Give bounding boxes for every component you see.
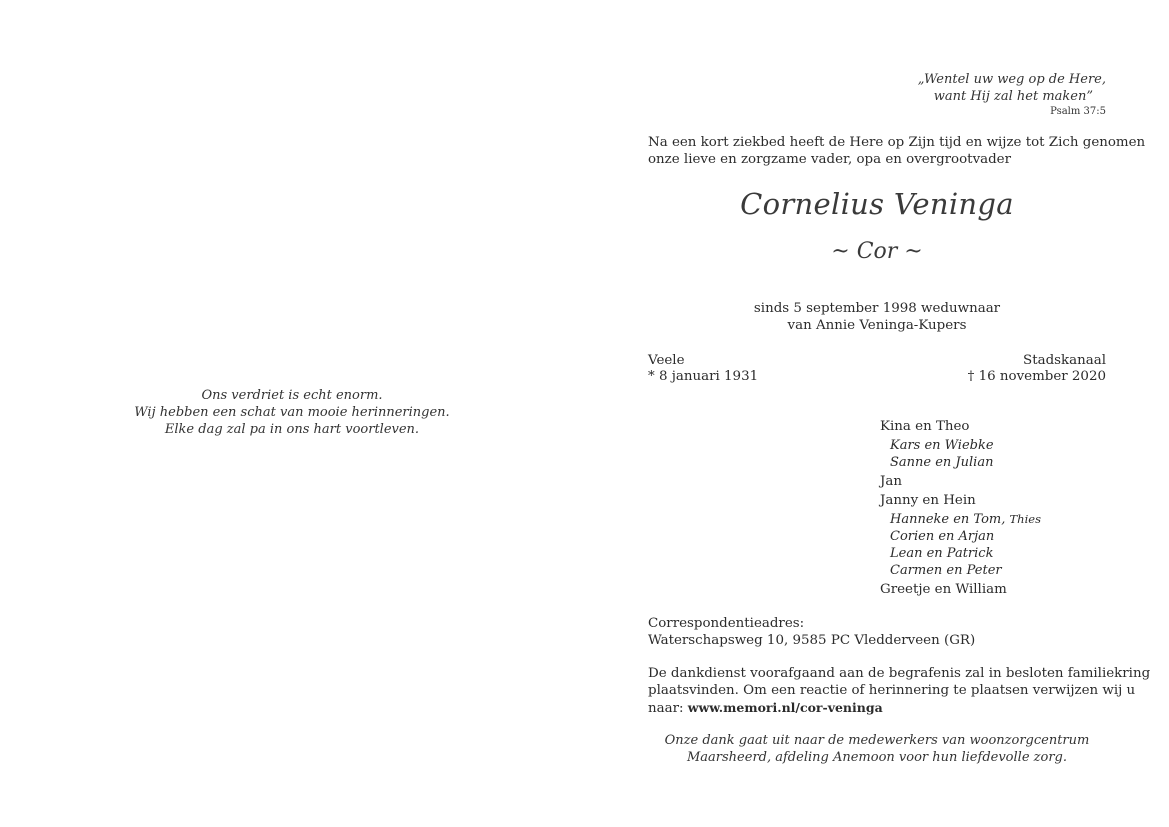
- grandchild: Corien en Arjan: [890, 529, 995, 544]
- grandchild-couple: Hanneke en Tom,: [890, 512, 1006, 527]
- service-line-3: [648, 699, 1106, 717]
- birth-info: [648, 353, 758, 385]
- service-notice: [648, 665, 1151, 717]
- announcement-intro: [648, 134, 1146, 168]
- consolation-verse: [0, 387, 584, 438]
- left-page: [0, 0, 584, 827]
- service-link-prefix: naar:: [648, 701, 684, 716]
- scripture-line-2: want Hij zal het maken”: [933, 89, 1093, 104]
- scripture-line-1: „Wentel uw weg op de Here,: [917, 72, 1106, 87]
- verse-line-3: Elke dag zal pa in ons hart voortleven.: [164, 422, 420, 437]
- grandchild: Kars en Wiebke: [890, 438, 994, 453]
- grandchild: Sanne en Julian: [890, 455, 994, 470]
- widower-line-1: sinds 5 september 1998 weduwnaar: [753, 301, 1001, 316]
- family-member: Janny en Hein: [880, 493, 976, 508]
- correspondence-street: Waterschapsweg 10, 9585 PC Vledderveen (GR): [648, 633, 976, 648]
- grandchild: [880, 511, 1041, 528]
- family-list: [880, 418, 1041, 600]
- verse-line-1: Ons verdriet is echt enorm.: [201, 388, 383, 403]
- widower-line-2: van Annie Veninga-Kupers: [787, 318, 967, 333]
- death-date: † 16 november 2020: [967, 369, 1106, 384]
- family-member: Jan: [880, 474, 902, 489]
- widower-note: [648, 300, 1106, 334]
- birth-place: Veele: [648, 353, 685, 368]
- grandchild: Carmen en Peter: [890, 563, 1002, 578]
- intro-line-2: onze lieve en zorgzame vader, opa en overgrootvader: [648, 152, 1012, 167]
- great-grandchild: Thies: [1009, 512, 1041, 526]
- correspondence-address: [648, 615, 975, 649]
- deceased-name: Cornelius Veninga: [740, 187, 1014, 221]
- grandchild: Lean en Patrick: [890, 546, 994, 561]
- family-member: Kina en Theo: [880, 419, 970, 434]
- thanks-line-2: Maarsheerd, afdeling Anemoon voor hun liefdevolle zorg.: [686, 750, 1067, 765]
- death-place: Stadskanaal: [1023, 353, 1106, 368]
- death-info: [968, 353, 1106, 385]
- correspondence-label: Correspondentieadres:: [648, 616, 805, 631]
- intro-line-1: Na een kort ziekbed heeft de Here op Zijn tijd en wijze tot Zich genomen: [648, 135, 1146, 150]
- scripture-reference: Psalm 37:5: [1050, 106, 1106, 117]
- service-line-1: De dankdienst voorafgaand aan de begrafenis zal in besloten familiekring: [648, 666, 1151, 681]
- scripture-quote: [918, 71, 1106, 118]
- thanks-line-1: Onze dank gaat uit naar de medewerkers van woonzorgcentrum: [664, 733, 1090, 748]
- thanks-note: [648, 732, 1106, 766]
- verse-line-2: Wij hebben een schat van mooie herinneringen.: [134, 405, 450, 420]
- service-line-2: plaatsvinden. Om een reactie of herinnering te plaatsen verwijzen wij u: [648, 683, 1136, 698]
- birth-date: * 8 januari 1931: [648, 369, 759, 384]
- memorial-link[interactable]: www.memori.nl/cor-veninga: [687, 700, 883, 715]
- right-page: [585, 0, 1169, 827]
- family-member: Greetje en William: [880, 582, 1007, 597]
- deceased-nickname: ~ Cor ~: [831, 239, 923, 264]
